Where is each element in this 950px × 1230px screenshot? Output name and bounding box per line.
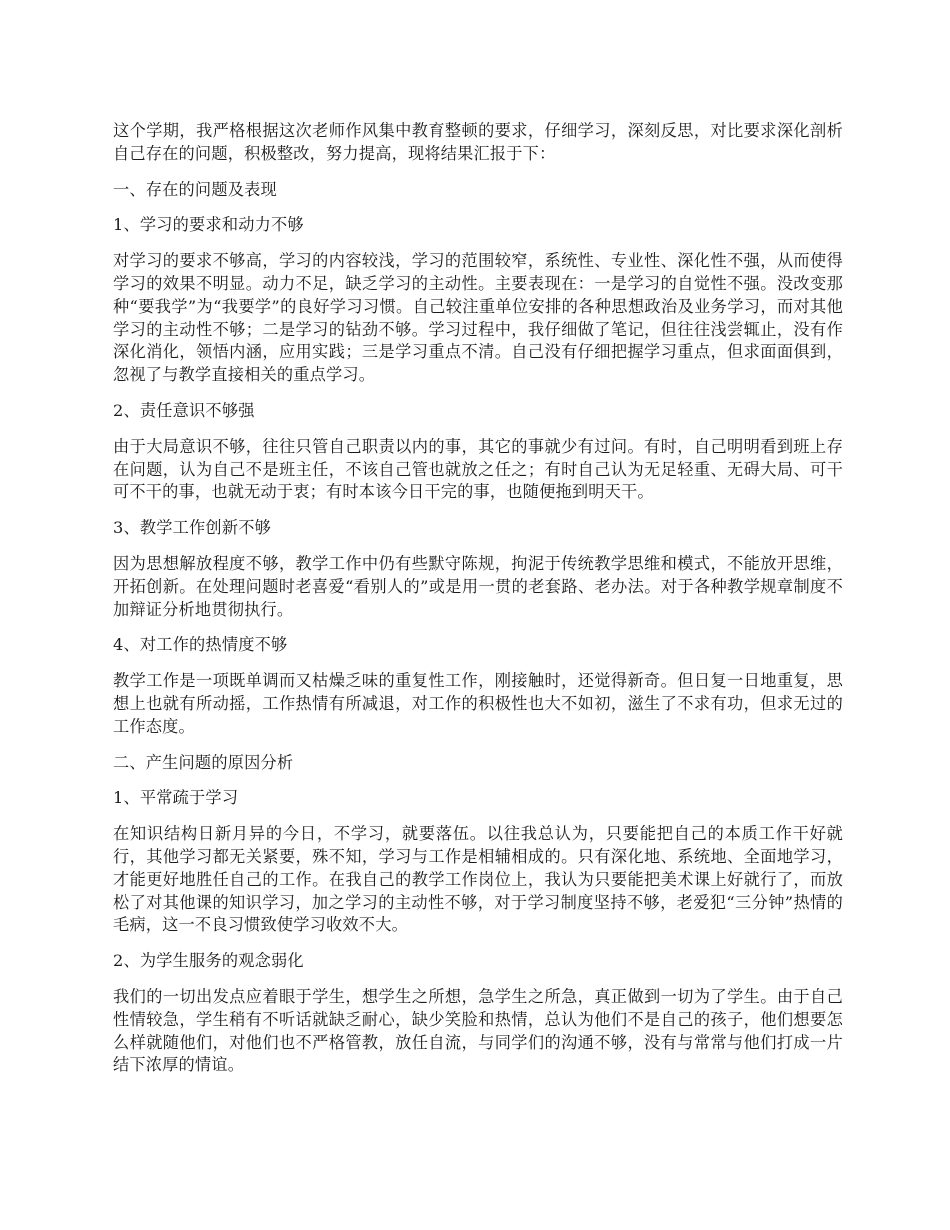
paragraph-service: 我们的一切出发点应着眼于学生，想学生之所想，急学生之所急，真正做到一切为了学生。由于自己性情较急，学生稍有不听话就缺乏耐心，缺少笑脸和热情，总认为他们不是自己的孩子，他们想要怎么样就随他们，对他们也不严格管教，放任自流，与同学们的沟通不够，没有与常常与他们打成一片结下浓厚的情谊。 bbox=[113, 986, 843, 1075]
paragraph-study-neglect: 在知识结构日新月异的今日，不学习，就要落伍。以往我总认为，只要能把自己的本质工作干好就行，其他学习都无关紧要，殊不知，学习与工作是相辅相成的。只有深化地、系统地、全面地学习，才能更好地胜任自己的工作。在我自己的教学工作岗位上，我认为只要能把美术课上好就行了，而放松了对其他课的知识学习，加之学习的主动性不够，对于学习制度坚持不够，老爱犯“三分钟”热情的毛病，这一不良习惯致使学习收效不大。 bbox=[113, 824, 843, 935]
section-heading-problems: 一、存在的问题及表现 bbox=[113, 179, 277, 199]
section-heading-causes: 二、产生问题的原因分析 bbox=[113, 752, 294, 772]
subheading-innovation: 3、教学工作创新不够 bbox=[113, 518, 271, 538]
subheading-learning: 1、学习的要求和动力不够 bbox=[113, 215, 304, 235]
paragraph-responsibility: 由于大局意识不够，往往只管自己职责以内的事，其它的事就少有过问。有时，自己明明看到班上存在问题，认为自己不是班主任，不该自己管也就放之任之；有时自己认为无足轻重、无碍大局、可干可不干的事，也就无动于衷；有时本该今日干完的事，也随便拖到明天干。 bbox=[113, 436, 843, 502]
paragraph-innovation: 因为思想解放程度不够，教学工作中仍有些默守陈规，拘泥于传统教学思维和模式，不能放开思维，开拓创新。在处理问题时老喜爱“看别人的”或是用一贯的老套路、老办法。对于各种教学规章制度不加辩证分析地贯彻执行。 bbox=[113, 553, 843, 619]
subheading-enthusiasm: 4、对工作的热情度不够 bbox=[113, 635, 288, 655]
document-page bbox=[113, 120, 843, 1090]
paragraph-learning: 对学习的要求不够高，学习的内容较浅，学习的范围较窄，系统性、专业性、深化性不强，从而使得学习的效果不明显。动力不足，缺乏学习的主动性。主要表现在：一是学习的自觉性不强。没改变那种“要我学”为“我要学”的良好学习习惯。自己较注重单位安排的各种思想政治及业务学习，而对其他学习的主动性不够；二是学习的钻劲不够。学习过程中，我仔细做了笔记，但往往浅尝辄止，没有作深化消化，领悟内涵，应用实践；三是学习重点不清。自己没有仔细把握学习重点，但求面面俱到，忽视了与教学直接相关的重点学习。 bbox=[113, 251, 843, 385]
subheading-study-neglect: 1、平常疏于学习 bbox=[113, 788, 239, 808]
subheading-service: 2、为学生服务的观念弱化 bbox=[113, 951, 304, 971]
intro-paragraph: 这个学期，我严格根据这次老师作风集中教育整顿的要求，仔细学习，深刻反思，对比要求深化剖析自己存在的问题，积极整改，努力提高，现将结果汇报于下： bbox=[113, 121, 843, 163]
subheading-responsibility: 2、责任意识不够强 bbox=[113, 400, 255, 420]
paragraph-enthusiasm: 教学工作是一项既单调而又枯燥乏味的重复性工作，刚接触时，还觉得新奇。但日复一日地重复，思想上也就有所动摇，工作热情有所减退，对工作的积极性也大不如初，滋生了不求有功，但求无过的工作态度。 bbox=[113, 671, 843, 736]
